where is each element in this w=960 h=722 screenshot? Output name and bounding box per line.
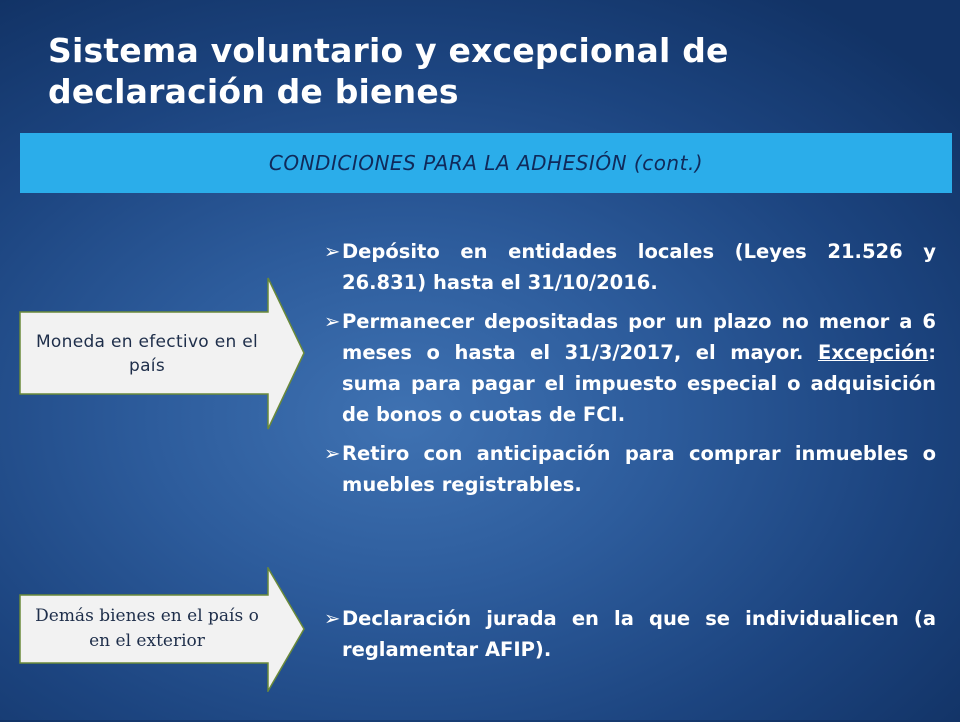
bullet-text: Declaración jurada en la que se individualicen (a reglamentar AFIP). — [342, 607, 936, 661]
arrow-bullet-icon: ➢ — [324, 442, 341, 465]
bullet-item — [324, 438, 936, 500]
bullet-text-post: : suma para pagar el impuesto especial o adquisición de bonos o cuotas de FCI. — [342, 341, 936, 426]
bullet-text: Depósito en entidades locales (Leyes 21.526 y 26.831) hasta el 31/10/2016. — [342, 240, 936, 294]
arrow-label-cash: Moneda en efectivo en el país — [35, 331, 259, 376]
bullet-text: Retiro con anticipación para comprar inmuebles o muebles registrables. — [342, 442, 936, 496]
arrow-box-other-assets — [18, 567, 308, 692]
arrow-shape-cash — [18, 276, 308, 431]
conditions-banner — [20, 133, 952, 193]
banner-text: CONDICIONES PARA LA ADHESIÓN (cont.) — [268, 151, 704, 175]
arrow-label-other-assets: Demás bienes en el país o en el exterior — [35, 606, 259, 651]
arrow-bullet-icon: ➢ — [324, 240, 341, 263]
slide-title: Sistema voluntario y excepcional de declaración de bienes — [48, 31, 729, 111]
bullet-item — [324, 306, 936, 430]
bullet-text-pre: Permanecer depositadas por un plazo no menor a 6 meses o hasta el 31/3/2017, el mayor. — [342, 310, 936, 364]
bullet-list-other-assets — [324, 603, 936, 673]
bullet-list-cash — [324, 236, 936, 508]
arrow-bullet-icon: ➢ — [324, 607, 341, 630]
bullet-item — [324, 603, 936, 665]
bullet-item — [324, 236, 936, 298]
arrow-bullet-icon: ➢ — [324, 310, 341, 333]
bullet-text-underlined: Excepción — [818, 341, 929, 364]
